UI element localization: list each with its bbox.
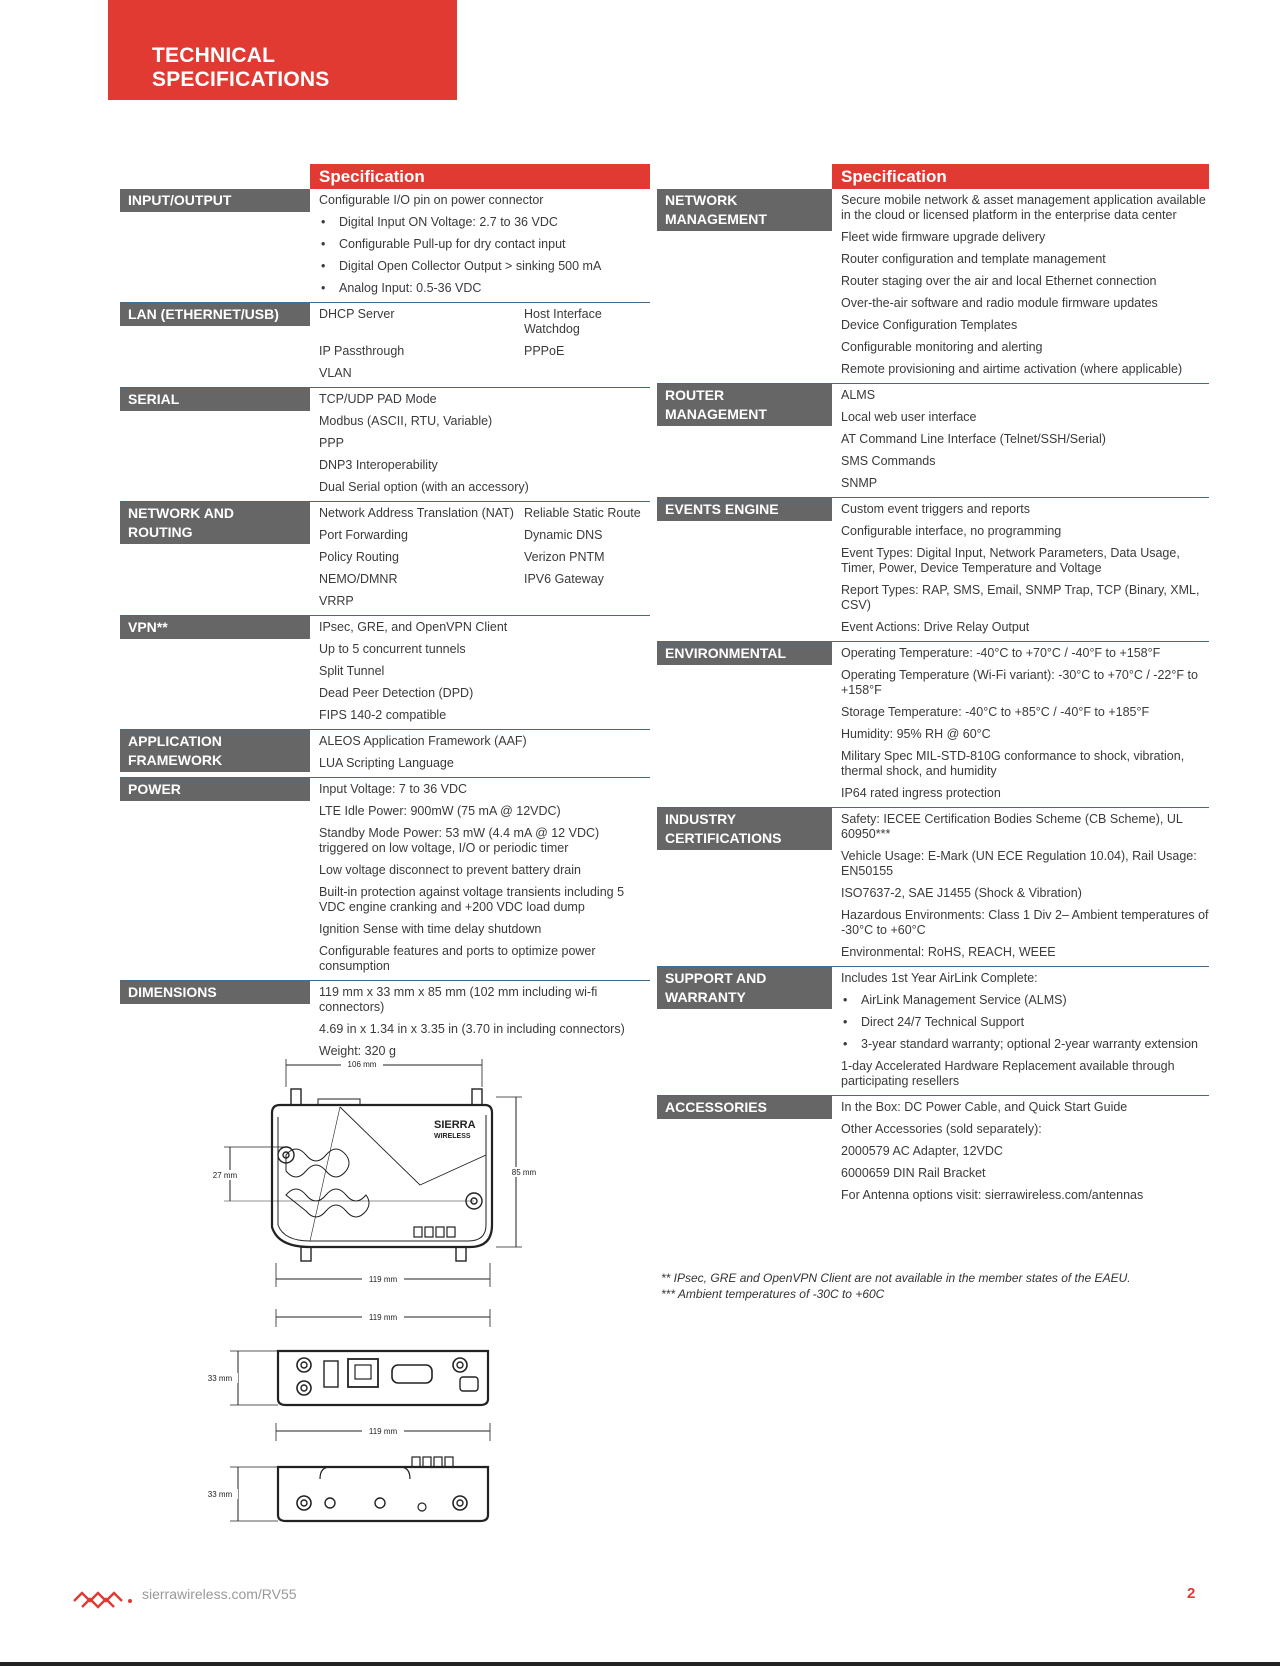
right-spec-table — [657, 164, 1209, 1209]
dim-side-width-label: 119 mm — [368, 1313, 398, 1322]
row-label: LAN (ETHERNET/USB) — [120, 303, 310, 326]
spec-line: PPPoE — [524, 344, 565, 358]
spec-row-network-routing — [120, 501, 650, 615]
row-label: VPN** — [120, 616, 310, 639]
row-label: NETWORK MANAGEMENT — [657, 189, 832, 231]
spec-line: 4.69 in x 1.34 in x 3.35 in (3.70 in including connectors) — [319, 1022, 625, 1036]
spec-line: 1-day Accelerated Hardware Replacement available through participating resellers — [841, 1059, 1175, 1088]
footnotes — [661, 1270, 1131, 1302]
spec-bullet: • AirLink Management Service (ALMS) — [841, 990, 1209, 1012]
spec-line: ISO7637-2, SAE J1455 (Shock & Vibration) — [841, 886, 1082, 900]
spec-line: Event Types: Digital Input, Network Parameters, Data Usage, Timer, Power, Device Temperature and Voltage — [841, 546, 1180, 575]
spec-row-industry-certifications — [657, 807, 1209, 966]
spec-row-power — [120, 777, 650, 980]
bottom-rule — [0, 1662, 1280, 1666]
spec-line: 119 mm x 33 mm x 85 mm (102 mm including wi-fi connectors) — [319, 985, 598, 1014]
spec-line: SNMP — [841, 476, 878, 490]
spec-line: PPP — [319, 436, 345, 450]
spec-row-application-framework — [120, 729, 650, 777]
left-spec-header: Specification — [310, 164, 650, 189]
row-label: DIMENSIONS — [120, 981, 310, 1004]
spec-line: Port Forwarding — [319, 528, 408, 542]
spec-row-events-engine — [657, 497, 1209, 641]
spec-line: 6000659 DIN Rail Bracket — [841, 1166, 986, 1180]
dim-side-height-label: 33 mm — [207, 1374, 233, 1383]
spec-bullet: • Digital Input ON Voltage: 2.7 to 36 VDC — [319, 212, 650, 234]
spec-line: Humidity: 95% RH @ 60°C — [841, 727, 991, 741]
row-label: APPLICATION FRAMEWORK — [120, 730, 310, 772]
spec-line: VRRP — [319, 594, 354, 608]
spec-line: TCP/UDP PAD Mode — [319, 392, 437, 406]
spec-line: Safety: IECEE Certification Bodies Scheme (CB Scheme), UL 60950*** — [841, 812, 1183, 841]
spec-line: DNP3 Interoperability — [319, 458, 438, 472]
left-header-row — [120, 164, 650, 189]
spec-line: Router configuration and template management — [841, 252, 1106, 266]
spec-line: Custom event triggers and reports — [841, 502, 1030, 516]
spec-line: 2000579 AC Adapter, 12VDC — [841, 1144, 1003, 1158]
spec-line: Dynamic DNS — [524, 528, 603, 542]
footer-url: sierrawireless.com/RV55 — [142, 1586, 297, 1602]
right-header-row — [657, 164, 1209, 189]
spec-line: Remote provisioning and airtime activation (where applicable) — [841, 362, 1183, 376]
spec-line: FIPS 140-2 compatible — [319, 708, 447, 722]
spec-line: Operating Temperature: -40°C to +70°C / -40°F to +158°F — [841, 646, 1161, 660]
spec-row-router-management — [657, 383, 1209, 497]
left-spec-table — [120, 164, 650, 1065]
spec-line: IPV6 Gateway — [524, 572, 604, 586]
spec-line: Standby Mode Power: 53 mW (4.4 mA @ 12 VDC) triggered on low voltage, I/O or periodic timer — [319, 826, 600, 855]
spec-line: Configurable I/O pin on power connector — [319, 193, 544, 207]
spec-line: Environmental: RoHS, REACH, WEEE — [841, 945, 1056, 959]
sierra-wireless-logo-icon — [72, 1587, 136, 1613]
spec-line: Operating Temperature (Wi-Fi variant): -30°C to +70°C / -22°F to +158°F — [841, 668, 1198, 697]
dim-bottom-label: 119 mm — [368, 1275, 398, 1284]
spec-bullet: • Configurable Pull-up for dry contact input — [319, 234, 650, 256]
spec-line: VLAN — [319, 366, 352, 380]
dim-back-width-label: 119 mm — [368, 1427, 398, 1436]
spec-line: Ignition Sense with time delay shutdown — [319, 922, 542, 936]
dim-left-label: 27 mm — [212, 1171, 238, 1180]
spec-line: NEMO/DMNR — [319, 572, 398, 586]
logo-line2: WIRELESS — [434, 1133, 471, 1140]
spec-line: Modbus (ASCII, RTU, Variable) — [319, 414, 493, 428]
spec-row-serial — [120, 387, 650, 501]
spec-line: Router staging over the air and local Ethernet connection — [841, 274, 1157, 288]
spec-line: For Antenna options visit: sierrawireless.com/antennas — [841, 1188, 1144, 1202]
row-label: ROUTER MANAGEMENT — [657, 384, 832, 426]
dim-right-label: 85 mm — [511, 1168, 537, 1177]
top-view-drawing — [208, 1059, 542, 1287]
row-label: ACCESSORIES — [657, 1096, 832, 1119]
row-label: SUPPORT AND WARRANTY — [657, 967, 832, 1009]
spec-line: Network Address Translation (NAT) — [319, 506, 514, 520]
row-label: INDUSTRY CERTIFICATIONS — [657, 808, 832, 850]
spec-line: DHCP Server — [319, 307, 395, 321]
spec-line: Includes 1st Year AirLink Complete: — [841, 971, 1038, 985]
spec-line: In the Box: DC Power Cable, and Quick Start Guide — [841, 1100, 1128, 1114]
spec-line: Vehicle Usage: E-Mark (UN ECE Regulation 10.04), Rail Usage: EN50155 — [841, 849, 1197, 878]
spec-line: Up to 5 concurrent tunnels — [319, 642, 466, 656]
spec-line: ALMS — [841, 388, 876, 402]
spec-line: Over-the-air software and radio module firmware updates — [841, 296, 1158, 310]
spec-bullet: • Analog Input: 0.5-36 VDC — [319, 278, 650, 300]
row-label: POWER — [120, 778, 310, 801]
spec-line: IP Passthrough — [319, 344, 405, 358]
spec-line: Policy Routing — [319, 550, 399, 564]
spec-row-accessories — [657, 1095, 1209, 1209]
spec-line: Low voltage disconnect to prevent battery drain — [319, 863, 581, 877]
spec-bullet: • Digital Open Collector Output > sinking 500 mA — [319, 256, 650, 278]
spec-line: Host Interface Watchdog — [524, 307, 602, 336]
spec-line: Configurable features and ports to optimize power consumption — [319, 944, 596, 973]
dim-back-height-label: 33 mm — [207, 1490, 233, 1499]
spec-line: IPsec, GRE, and OpenVPN Client — [319, 620, 508, 634]
spec-line: Dual Serial option (with an accessory) — [319, 480, 529, 494]
dim-top-label: 106 mm — [347, 1060, 377, 1069]
spec-line: Fleet wide firmware upgrade delivery — [841, 230, 1046, 244]
spec-line: Local web user interface — [841, 410, 977, 424]
spec-line: Event Actions: Drive Relay Output — [841, 620, 1030, 634]
spec-line: LTE Idle Power: 900mW (75 mA @ 12VDC) — [319, 804, 561, 818]
spec-line: Storage Temperature: -40°C to +85°C / -40°F to +185°F — [841, 705, 1150, 719]
spec-line: Secure mobile network & asset management application available in the cloud or licensed platform in the enterprise data center — [841, 193, 1206, 222]
banner-title: TECHNICAL SPECIFICATIONS — [152, 44, 330, 91]
row-label: INPUT/OUTPUT — [120, 189, 310, 212]
side-view-drawing — [204, 1309, 490, 1405]
spec-row-network-management — [657, 189, 1209, 383]
spec-line: Hazardous Environments: Class 1 Div 2– Ambient temperatures of -30°C to +60°C — [841, 908, 1209, 937]
right-spec-header: Specification — [832, 164, 1209, 189]
spec-row-environmental — [657, 641, 1209, 807]
spec-line: Report Types: RAP, SMS, Email, SNMP Trap, TCP (Binary, XML, CSV) — [841, 583, 1200, 612]
back-led-indicators — [412, 1457, 453, 1467]
footnote: *** Ambient temperatures of -30C to +60C — [661, 1287, 885, 1301]
spec-line: Military Spec MIL-STD-810G conformance to shock, vibration, thermal shock, and humidity — [841, 749, 1185, 778]
spec-row-dimensions — [120, 980, 650, 1065]
spec-row-input-output — [120, 189, 650, 302]
row-label: ENVIRONMENTAL — [657, 642, 832, 665]
spec-line: Reliable Static Route — [524, 506, 641, 520]
spec-line: SMS Commands — [841, 454, 936, 468]
row-label: NETWORK AND ROUTING — [120, 502, 310, 544]
spec-row-lan — [120, 302, 650, 387]
section-banner — [108, 0, 457, 100]
spec-bullet: • Direct 24/7 Technical Support — [841, 1012, 1209, 1034]
router-dimension-drawings — [200, 1055, 560, 1535]
spec-line: Built-in protection against voltage transients including 5 VDC engine cranking and +200 VDC load dump — [319, 885, 625, 914]
logo-line1: SIERRA — [434, 1119, 476, 1131]
spec-line: IP64 rated ingress protection — [841, 786, 1001, 800]
spec-line: ALEOS Application Framework (AAF) — [319, 734, 527, 748]
row-label: EVENTS ENGINE — [657, 498, 832, 521]
back-view-drawing — [204, 1423, 490, 1521]
spec-row-vpn — [120, 615, 650, 729]
spec-line: Weight: 320 g — [319, 1044, 396, 1058]
spec-line: Device Configuration Templates — [841, 318, 1018, 332]
spec-bullet: • 3-year standard warranty; optional 2-year warranty extension — [841, 1034, 1209, 1056]
footnote: ** IPsec, GRE and OpenVPN Client are not available in the member states of the EAEU. — [661, 1271, 1131, 1285]
page-number: 2 — [1187, 1585, 1196, 1602]
spec-line: Configurable interface, no programming — [841, 524, 1062, 538]
spec-line: Verizon PNTM — [524, 550, 605, 564]
spec-line: LUA Scripting Language — [319, 756, 454, 770]
spec-line: Other Accessories (sold separately): — [841, 1122, 1042, 1136]
spec-line: AT Command Line Interface (Telnet/SSH/Serial) — [841, 432, 1106, 446]
spec-row-support-warranty — [657, 966, 1209, 1095]
spec-line: Split Tunnel — [319, 664, 385, 678]
spec-line: Configurable monitoring and alerting — [841, 340, 1043, 354]
spec-line: Dead Peer Detection (DPD) — [319, 686, 474, 700]
row-label: SERIAL — [120, 388, 310, 411]
spec-line: Input Voltage: 7 to 36 VDC — [319, 782, 468, 796]
